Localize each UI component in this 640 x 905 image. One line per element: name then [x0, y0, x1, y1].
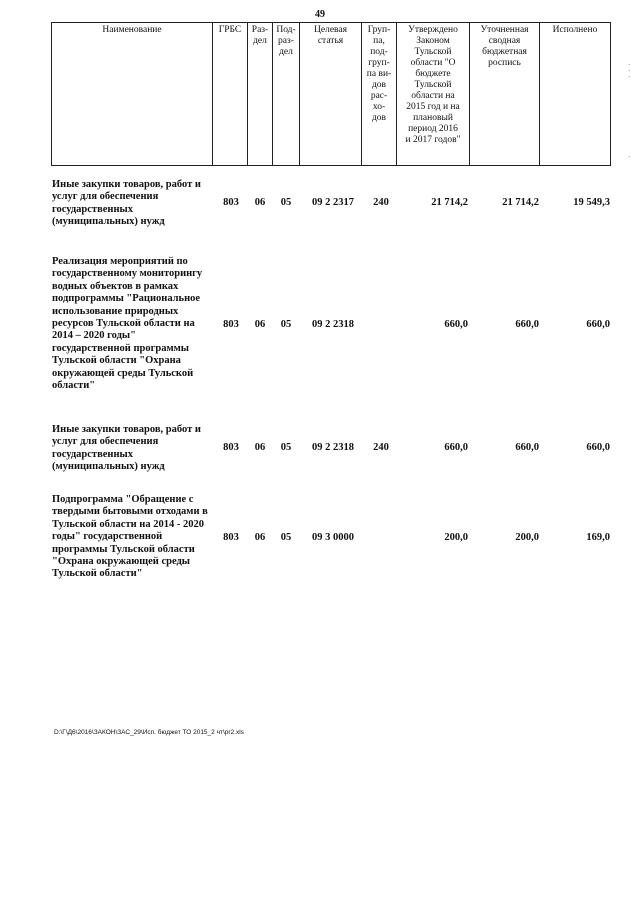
- row-name: Подпрограмма "Обращение с твердыми бытовыми отходами в Тульской области на 2014 - 2020 годы" государственной программы Тульской области "Охрана окружающей среды Тульской области": [52, 494, 208, 580]
- cell-refined: 200,0: [515, 532, 539, 543]
- cell-target: 09 2 2318: [312, 442, 354, 453]
- cell-grbs: 803: [223, 197, 239, 208]
- header-label: Целевая статья: [314, 25, 347, 46]
- header-approved: [397, 23, 470, 166]
- cell-razdel: 06: [254, 197, 266, 208]
- margin-mark: · · ·: [628, 61, 631, 81]
- header-target: [300, 23, 362, 166]
- cell-grbs: 803: [223, 319, 239, 330]
- cell-approved: 200,0: [444, 532, 468, 543]
- cell-grbs: 803: [223, 442, 239, 453]
- cell-refined: 660,0: [515, 442, 539, 453]
- header-podrazdel: [273, 23, 300, 166]
- header-label: Раз- дел: [251, 25, 269, 46]
- footer-file-path: D:\Г\Д6\2016\ЗАКОН\ЗАС_29\Исп. бюджет ТО 2015_2 чт\pr2.xls: [54, 729, 244, 736]
- page-number: 49: [315, 9, 325, 20]
- cell-group: 240: [373, 197, 389, 208]
- cell-refined: 21 714,2: [502, 197, 539, 208]
- cell-razdel: 06: [254, 319, 266, 330]
- row-name: Иные закупки товаров, работ и услуг для обеспечения государственных (муниципальных) нужд: [52, 424, 201, 473]
- cell-target: 09 2 2317: [312, 197, 354, 208]
- cell-approved: 660,0: [444, 319, 468, 330]
- row-name: Иные закупки товаров, работ и услуг для обеспечения государственных (муниципальных) нужд: [52, 179, 201, 228]
- header-refined: [470, 23, 540, 166]
- cell-executed: 19 549,3: [573, 197, 610, 208]
- header-label: Наименование: [102, 25, 162, 35]
- cell-podrazdel: 05: [280, 442, 292, 453]
- header-label: Уточненная сводная бюджетная роспись: [480, 25, 529, 68]
- cell-razdel: 06: [254, 442, 266, 453]
- cell-executed: 660,0: [586, 442, 610, 453]
- cell-grbs: 803: [223, 532, 239, 543]
- cell-podrazdel: 05: [280, 532, 292, 543]
- cell-target: 09 3 0000: [312, 532, 354, 543]
- cell-podrazdel: 05: [280, 197, 292, 208]
- cell-approved: 660,0: [444, 442, 468, 453]
- header-label: ГРБС: [218, 25, 242, 35]
- table-header: [51, 22, 611, 166]
- margin-mark: ·: [628, 153, 631, 161]
- header-name: [52, 23, 213, 166]
- cell-executed: 169,0: [586, 532, 610, 543]
- cell-podrazdel: 05: [280, 319, 292, 330]
- cell-approved: 21 714,2: [431, 197, 468, 208]
- cell-executed: 660,0: [586, 319, 610, 330]
- cell-refined: 660,0: [515, 319, 539, 330]
- header-grbs: [213, 23, 248, 166]
- header-razdel: [248, 23, 273, 166]
- header-executed: [540, 23, 611, 166]
- cell-razdel: 06: [254, 532, 266, 543]
- header-group: [362, 23, 397, 166]
- row-name: Реализация мероприятий по государственному мониторингу водных объектов в рамках подпрограммы "Рациональное использование природных ресурсов Тульской области на 2014 – 2020 годы" государственной программы Тульской области "Охрана окружающей среды Тульской области": [52, 256, 203, 392]
- header-label: Утверждено Законом Тульской области "О бюджете Тульской области на 2015 год и на плановый период 2016 и 2017 годов": [405, 25, 461, 145]
- cell-target: 09 2 2318: [312, 319, 354, 330]
- cell-group: 240: [373, 442, 389, 453]
- header-label: Исполнено: [552, 25, 598, 35]
- header-label: Под- раз- дел: [276, 25, 296, 57]
- header-label: Груп- па, под- груп- па ви- дов рас- хо- дов: [366, 25, 392, 123]
